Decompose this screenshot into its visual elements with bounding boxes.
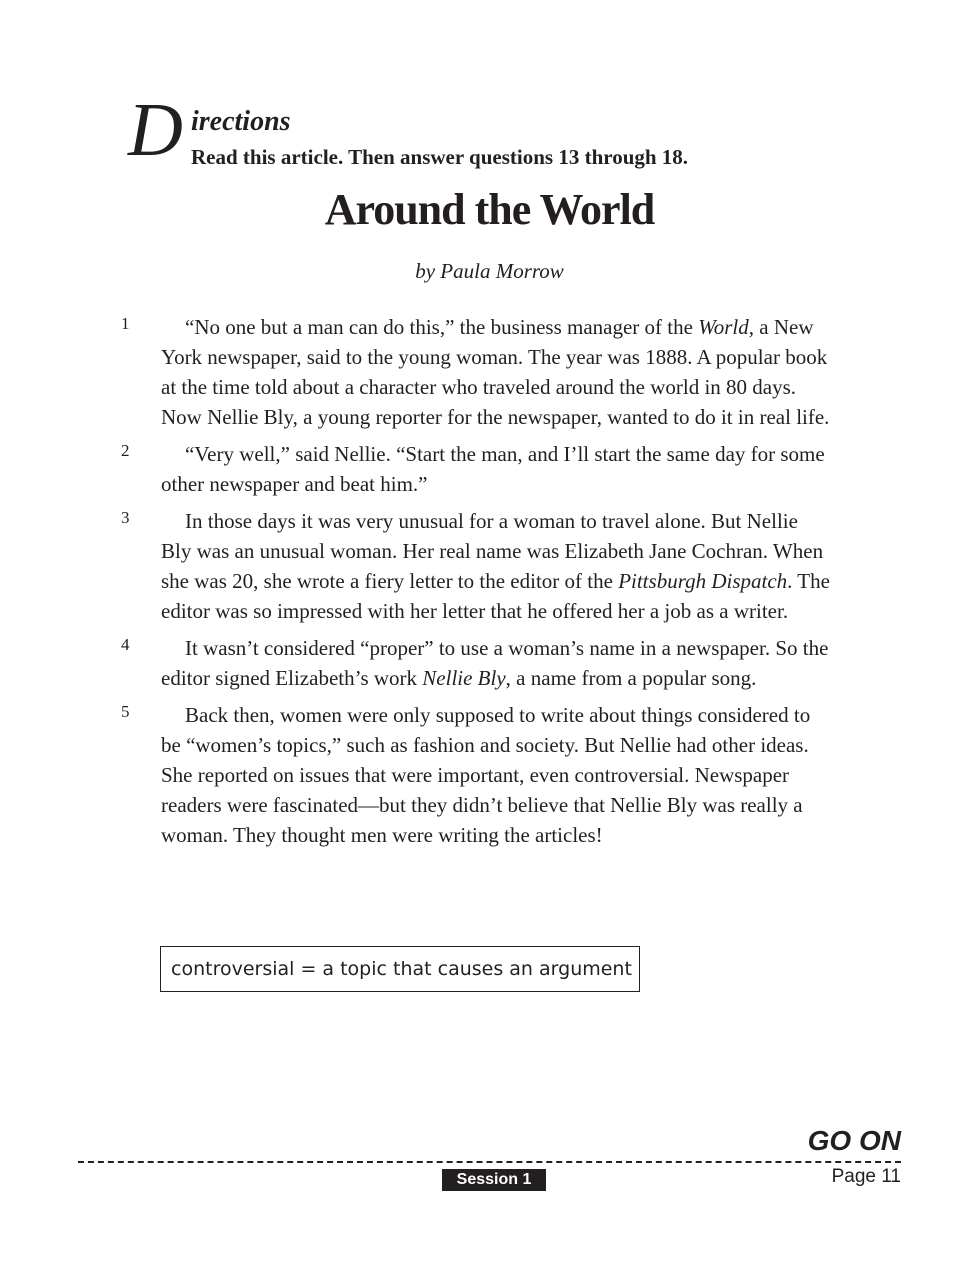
paragraph-segment: “No one but a man can do this,” the business manager of the <box>185 315 699 339</box>
page-number: Page 11 <box>831 1166 901 1187</box>
directions-drop-cap: D <box>128 88 183 172</box>
directions-text: Read this article. Then answer questions 13 through 18. <box>191 145 689 169</box>
paragraph-text <box>161 506 833 626</box>
paragraph-segment: , a name from a popular song. <box>505 666 757 690</box>
paragraph-number: 2 <box>121 441 130 460</box>
go-on-label: GO ON <box>807 1125 901 1156</box>
paragraph-segment: In those days it was very unusual for a woman to travel alone. But Nellie Bly was an unusual woman. Her real name was Elizabeth Jane Cochran. When she was 20, she wrote a fiery letter to the editor of the <box>161 509 824 593</box>
paragraph-text <box>161 633 833 693</box>
paragraph-segment: . The editor was so impressed with her letter that he offered her a job as a writer. <box>161 569 830 623</box>
paragraph-number: 3 <box>121 508 130 527</box>
article-paragraph <box>0 312 979 432</box>
paragraph-segment: It wasn’t considered “proper” to use a woman’s name in a newspaper. So the editor signed Elizabeth’s work <box>161 636 829 690</box>
paragraph-number: 5 <box>121 702 130 721</box>
article-paragraph <box>0 439 979 499</box>
italic-title-text: World, <box>698 315 755 339</box>
article-body <box>0 312 979 857</box>
directions-heading <box>128 88 888 180</box>
paragraph-number: 4 <box>121 635 130 654</box>
paragraph-segment: Back then, women were only supposed to write about things considered to be “women’s topics,” such as fashion and society. But Nellie had other ideas. She reported on issues that were important, even controversial. Newspaper readers were fascinated—but they didn’t believe that Nellie Bly was really a woman. They thought men were writing the articles! <box>161 703 811 847</box>
article-title: Around the World <box>324 185 655 234</box>
article-paragraph <box>0 700 979 850</box>
footer-divider <box>78 1161 901 1163</box>
vocabulary-box: controversial = a topic that causes an argument <box>160 946 640 992</box>
session-badge: Session 1 <box>442 1169 546 1191</box>
paragraph-segment: a New York newspaper, said to the young woman. The year was 1888. A popular book at the time told about a character who traveled around the world in 80 days. Now Nellie Bly, a young reporter for the newspaper, wanted to do it in real life. <box>161 315 830 429</box>
paragraph-text <box>161 439 833 499</box>
paragraph-number: 1 <box>121 314 130 333</box>
italic-title-text: Nellie Bly <box>422 666 506 690</box>
article-paragraph <box>0 633 979 693</box>
paragraph-text <box>161 700 833 850</box>
paragraph-segment: “Very well,” said Nellie. “Start the man, and I’ll start the same day for some other newspaper and beat him.” <box>161 442 825 496</box>
paragraph-text <box>161 312 833 432</box>
article-byline: by Paula Morrow <box>415 259 564 283</box>
article-paragraph <box>0 506 979 626</box>
directions-word: irections <box>191 106 291 137</box>
italic-title-text: Pittsburgh Dispatch <box>618 569 788 593</box>
